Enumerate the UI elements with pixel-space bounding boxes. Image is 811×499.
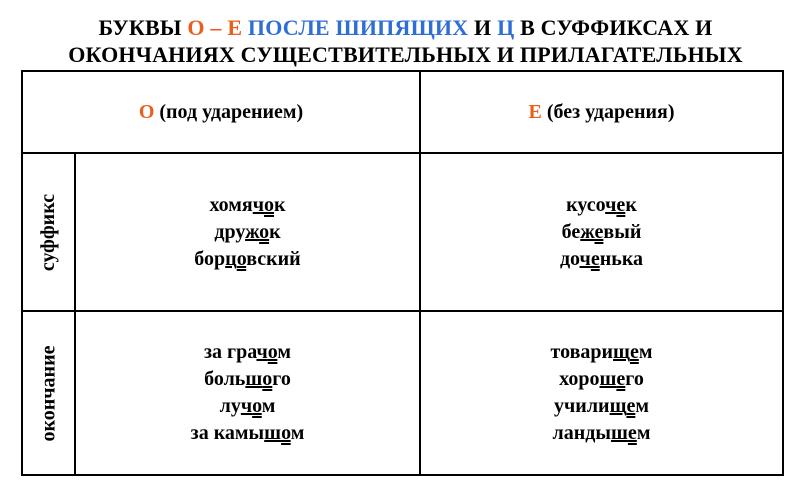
header-letter-e: Е	[528, 100, 542, 123]
sibilant-letter: ч	[240, 395, 253, 417]
word-part: го	[625, 368, 644, 390]
word-part: хоро	[559, 368, 600, 390]
word-part: го	[272, 368, 291, 390]
cell-suffix-e	[421, 154, 782, 310]
word-part: до	[559, 247, 580, 270]
example-word	[214, 219, 280, 246]
row-label-text: окончание	[37, 345, 59, 441]
vowel-letter: о	[264, 193, 275, 216]
header-letter-o: О	[138, 100, 155, 123]
word-part: лу	[219, 395, 241, 417]
title-line-2: ОКОНЧАНИЯХ СУЩЕСТВИТЕЛЬНЫХ И ПРИЛАГАТЕЛЬНЫХ	[68, 42, 743, 67]
header-o-stressed	[23, 72, 419, 152]
header-note: (без ударения)	[541, 100, 675, 123]
word-part: дру	[214, 220, 246, 243]
vowel-letter: о	[236, 247, 247, 270]
title-part: БУКВЫ	[98, 15, 188, 40]
vowel-letter: о	[267, 341, 278, 363]
word-part: учили	[554, 395, 610, 417]
sibilant-letter: ч	[605, 193, 617, 216]
word-part: м	[277, 341, 291, 363]
example-word	[204, 339, 291, 366]
title-after-sibilants: ПОСЛЕ ШИПЯЩИХ	[242, 15, 469, 40]
example-word	[559, 366, 644, 393]
vowel-letter: е	[626, 395, 636, 417]
cell-ending-e	[421, 312, 782, 474]
example-word	[562, 219, 642, 246]
sibilant-letter: щ	[609, 395, 627, 417]
word-part: к	[625, 193, 637, 216]
title-line-1	[0, 14, 811, 41]
vowel-letter: е	[629, 341, 639, 363]
word-part: к	[269, 220, 281, 243]
example-word	[566, 192, 637, 219]
sibilant-letter: ч	[579, 247, 591, 270]
cell-ending-o	[76, 312, 419, 474]
sibilant-letter: ж	[245, 220, 260, 243]
rules-table	[21, 70, 784, 476]
sibilant-letter: ш	[245, 368, 263, 390]
word-part: вый	[603, 220, 642, 243]
example-word	[191, 420, 305, 447]
vowel-letter: е	[590, 247, 600, 270]
vowel-letter: е	[616, 193, 626, 216]
example-word	[204, 366, 291, 393]
word-part: товари	[550, 341, 614, 363]
vowel-letter: о	[262, 368, 273, 390]
sibilant-letter: ш	[599, 368, 617, 390]
word-part: бор	[194, 247, 226, 270]
example-word	[220, 393, 276, 420]
sibilant-letter: ч	[256, 341, 268, 363]
vowel-letter: о	[259, 220, 270, 243]
sibilant-letter: ц	[225, 247, 237, 270]
cell-suffix-o	[76, 154, 419, 310]
word-part: бе	[561, 220, 581, 243]
example-word	[553, 420, 651, 447]
title-letter-ts: Ц	[497, 15, 515, 40]
vowel-letter: е	[627, 422, 637, 444]
row-label-suffix	[23, 154, 74, 310]
example-word	[194, 246, 300, 273]
page-title	[0, 14, 811, 68]
vowel-letter: о	[281, 422, 291, 444]
title-letters-o-e: О – Е	[187, 15, 243, 40]
sibilant-letter: щ	[613, 341, 630, 363]
example-word	[209, 192, 285, 219]
word-part: за камы	[190, 422, 265, 444]
row-label-text: суффикс	[37, 193, 59, 271]
word-part: боль	[204, 368, 246, 390]
word-part: м	[638, 341, 653, 363]
title-part: И	[468, 15, 498, 40]
word-part: м	[635, 395, 649, 417]
example-word	[560, 246, 643, 273]
word-part: вский	[246, 247, 301, 270]
example-word	[551, 339, 653, 366]
sibilant-letter: ч	[252, 193, 265, 216]
sibilant-letter: ш	[611, 422, 628, 444]
header-e-unstressed	[421, 72, 782, 152]
vowel-letter: е	[594, 220, 604, 243]
sibilant-letter: ж	[580, 220, 595, 243]
word-part: кусо	[566, 193, 606, 216]
title-part: В СУФФИКСАХ И	[514, 15, 713, 40]
vowel-letter: о	[252, 395, 262, 417]
sibilant-letter: ш	[264, 422, 282, 444]
word-part: к	[274, 193, 286, 216]
word-part: м	[290, 422, 305, 444]
row-label-ending	[23, 312, 74, 474]
vowel-letter: е	[616, 368, 626, 390]
word-part: нька	[599, 247, 644, 270]
header-note: (под ударением)	[154, 100, 304, 123]
word-part: хомя	[209, 193, 253, 216]
word-part: за гра	[204, 341, 257, 363]
word-part: м	[636, 422, 651, 444]
word-part: м	[261, 395, 276, 417]
word-part: ланды	[552, 422, 612, 444]
example-word	[554, 393, 649, 420]
